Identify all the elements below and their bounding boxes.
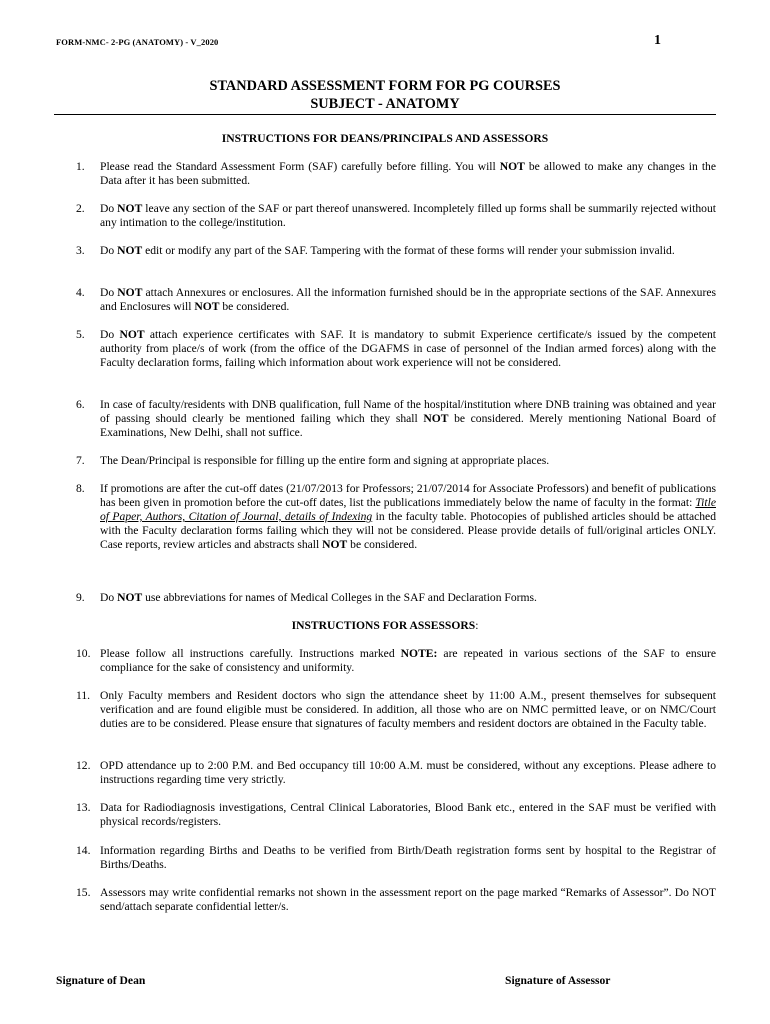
- text-run: be considered.: [347, 538, 418, 551]
- text-run: Information regarding Births and Deaths to be verified from Birth/Death registration forms sent by hospital to the Registrar of Births/Deaths.: [100, 844, 716, 871]
- instruction-text: [100, 398, 716, 440]
- instruction-item: [76, 482, 716, 552]
- assessor-signature-label: Signature of Assessor: [505, 974, 611, 987]
- text-run: be allowed to make any changes in the Data after it has been submitted.: [100, 160, 716, 187]
- instruction-number: 10.: [76, 647, 91, 660]
- title-rule: [54, 114, 716, 115]
- instruction-text: [100, 328, 716, 370]
- text-run: Assessors may write confidential remarks not shown in the assessment report on the page marked “Remarks of Assessor”. Do NOT send/attach separate confidential letter/s.: [100, 886, 716, 913]
- instruction-item: [76, 689, 716, 731]
- instruction-number: 15.: [76, 886, 91, 899]
- instruction-item: [76, 244, 716, 258]
- instruction-text: [100, 244, 716, 258]
- text-run: in the faculty table. Photocopies of published articles should be attached with the Faculty declaration forms failing which they will not be considered. Please provide details of full/original articles ONLY. Case reports, review articles and abstracts shall: [100, 510, 717, 551]
- instruction-number: 4.: [76, 286, 85, 299]
- emphasis-text: NOTE:: [400, 647, 438, 660]
- assessors-heading-text: INSTRUCTIONS FOR ASSESSORS: [291, 619, 476, 632]
- instruction-text: [100, 160, 716, 188]
- instruction-text: [100, 286, 716, 314]
- instruction-number: 11.: [76, 689, 91, 702]
- instruction-item: [76, 801, 716, 829]
- text-run: Do: [100, 591, 118, 604]
- instruction-number: 9.: [76, 591, 85, 604]
- instruction-number: 2.: [76, 202, 85, 215]
- text-run: If promotions are after the cut-off dates (21/07/2013 for Professors; 21/07/2014 for Associate Professors) and benefit of publications has been given in promotion before the cut-off dates, list the publications immediately below the name of faculty in the format:: [100, 482, 716, 509]
- instruction-item: [76, 160, 716, 188]
- text-run: Do: [100, 202, 118, 215]
- emphasis-text: NOT: [117, 286, 143, 299]
- text-run: attach Annexures or enclosures. All the information furnished should be in the appropriate sections of the SAF. Annexures and Enclosures will: [100, 286, 716, 313]
- emphasis-text: NOT: [194, 300, 220, 313]
- text-run: are repeated in various sections of the SAF to ensure compliance for the sake of consistency and uniformity.: [100, 647, 717, 674]
- instruction-number: 5.: [76, 328, 85, 341]
- assessors-heading-suffix: :: [475, 619, 479, 632]
- text-run: OPD attendance up to 2:00 P.M. and Bed occupancy till 10:00 A.M. must be considered, without any exceptions. Please adhere to instructions regarding time very strictly.: [100, 759, 716, 786]
- emphasis-text: NOT: [423, 412, 449, 425]
- instruction-item: [76, 328, 716, 370]
- emphasis-text: NOT: [499, 160, 525, 173]
- instruction-text: [100, 759, 716, 787]
- text-run: In case of faculty/residents with DNB qualification, full Name of the hospital/institution where DNB training was obtained and year of passing should clearly be mentioned failing which they shall: [100, 398, 716, 425]
- instruction-item: [76, 454, 716, 468]
- instruction-number: 12.: [76, 759, 91, 772]
- text-run: The Dean/Principal is responsible for filling up the entire form and signing at appropriate places.: [100, 454, 550, 467]
- instruction-text: [100, 689, 716, 731]
- text-run: Data for Radiodiagnosis investigations, Central Clinical Laboratories, Blood Bank etc., entered in the SAF must be verified with physical records/registers.: [100, 801, 716, 828]
- text-run: Please read the Standard Assessment Form (SAF) carefully before filling. You will: [100, 160, 500, 173]
- form-code: FORM-NMC- 2-PG (ANATOMY) - V_2020: [56, 37, 219, 47]
- text-run: Please follow all instructions carefully. Instructions marked: [100, 647, 401, 660]
- instruction-text: [100, 647, 716, 675]
- instruction-item: [76, 844, 716, 872]
- instruction-number: 6.: [76, 398, 85, 411]
- deans-instructions-heading: INSTRUCTIONS FOR DEANS/PRINCIPALS AND ASSESSORS: [221, 132, 549, 145]
- citation-format-text: Title of Paper, Authors, Citation of Journal, details of Indexing: [100, 496, 716, 523]
- instruction-number: 7.: [76, 454, 85, 467]
- instruction-item: [76, 286, 716, 314]
- instruction-text: [100, 482, 716, 552]
- instruction-number: 14.: [76, 844, 91, 857]
- instruction-item: [76, 647, 716, 675]
- text-run: attach experience certificates with SAF. It is mandatory to submit Experience certificate/s issued by the competent authority from place/s of work (from the office of the DGAFMS in case of personnel of the Indian armed forces) along with the Faculty declaration forms, failing which information about work experience will not be considered.: [100, 328, 716, 369]
- instruction-item: [76, 398, 716, 440]
- emphasis-text: NOT: [322, 538, 348, 551]
- instruction-text: [100, 844, 716, 872]
- instruction-number: 1.: [76, 160, 85, 173]
- instruction-item: [76, 886, 716, 914]
- instruction-text: [100, 454, 716, 468]
- document-subtitle: SUBJECT - ANATOMY: [310, 96, 460, 112]
- instruction-item: [76, 759, 716, 787]
- emphasis-text: NOT: [117, 244, 143, 257]
- instruction-number: 3.: [76, 244, 85, 257]
- instruction-text: [100, 886, 716, 914]
- instruction-text: [100, 202, 716, 230]
- emphasis-text: NOT: [117, 591, 143, 604]
- text-run: edit or modify any part of the SAF. Tampering with the format of these forms will render your submission invalid.: [142, 244, 675, 257]
- text-run: be considered. Merely mentioning National Board of Examinations, New Delhi, shall not suffice.: [100, 412, 717, 439]
- text-run: be considered.: [219, 300, 290, 313]
- page-number: 1: [654, 33, 661, 48]
- text-run: Do: [100, 244, 118, 257]
- text-run: Do: [100, 328, 120, 341]
- emphasis-text: NOT: [119, 328, 145, 341]
- instruction-number: 13.: [76, 801, 91, 814]
- instruction-text: [100, 591, 716, 605]
- document-title: STANDARD ASSESSMENT FORM FOR PG COURSES: [209, 78, 561, 94]
- emphasis-text: NOT: [117, 202, 143, 215]
- text-run: Only Faculty members and Resident doctors who sign the attendance sheet by 11:00 A.M., present themselves for subsequent verification and are found eligible must be considered. In addition, all those who are on NMC permitted leave, or on NMC/Court duties are to be considered. Please ensure that signatures of faculty members and resident doctors are obtained in the Faculty table.: [100, 689, 716, 730]
- dean-signature-label: Signature of Dean: [56, 974, 146, 987]
- instruction-number: 8.: [76, 482, 85, 495]
- text-run: Do: [100, 286, 118, 299]
- instruction-text: [100, 801, 716, 829]
- text-run: leave any section of the SAF or part thereof unanswered. Incompletely filled up forms shall be summarily rejected without any intimation to the college/institution.: [100, 202, 716, 229]
- instruction-item: [76, 202, 716, 230]
- text-run: use abbreviations for names of Medical Colleges in the SAF and Declaration Forms.: [142, 591, 537, 604]
- instruction-item: [76, 591, 716, 605]
- assessors-instructions-heading: [54, 619, 716, 632]
